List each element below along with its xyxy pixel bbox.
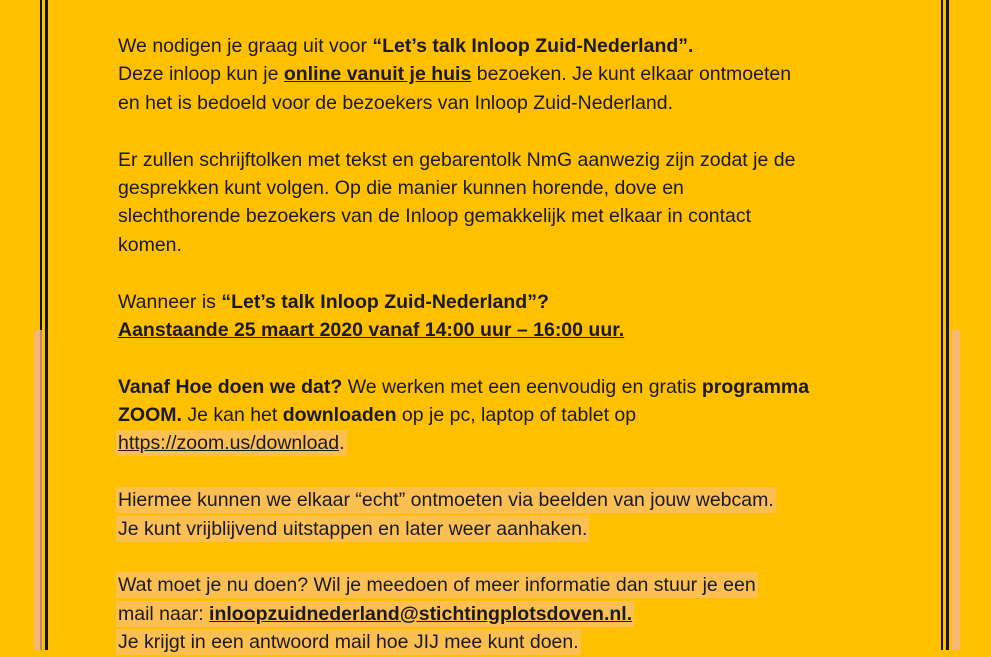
contact-line-2: mail naar: inloopzuidnederland@stichtingplotsdoven.nl. xyxy=(118,602,633,625)
document-body xyxy=(118,32,918,657)
event-title: “Let’s talk Inloop Zuid-Nederland”. xyxy=(372,35,694,57)
online-emphasis: online vanuit je huis xyxy=(283,63,472,86)
how-line-1: Vanaf Hoe doen we dat? We werken met een eenvoudig en gratis programma xyxy=(118,375,810,398)
contact-line-1: Wat moet je nu doen? Wil je meedoen of meer informatie dan stuur je een xyxy=(118,574,756,597)
highlight-band-left xyxy=(34,330,42,650)
interpreters-line-4: komen. xyxy=(118,233,182,256)
zoom-download-link[interactable]: https://zoom.us/download xyxy=(118,432,340,455)
event-title-question: “Let’s talk Inloop Zuid-Nederland”? xyxy=(221,290,549,313)
invite-line-1: We nodigen je graag uit voor “Let’s talk Inloop Zuid-Nederland”. xyxy=(118,35,694,57)
interpreters-line-2: gesprekken kunt volgen. Op die manier kunnen horende, dove en xyxy=(118,176,684,199)
invite-line-3: en het is bedoeld voor de bezoekers van Inloop Zuid-Nederland. xyxy=(118,91,674,114)
webcam-line-2: Je kunt vrijblijvend uitstappen en later weer aanhaken. xyxy=(118,517,588,540)
how-line-3: https://zoom.us/download. xyxy=(118,432,345,455)
page-border-right xyxy=(941,0,949,650)
highlight-band-right xyxy=(952,330,960,650)
when-question: Wanneer is “Let’s talk Inloop Zuid-Nederland”? xyxy=(118,290,549,313)
how-line-2: ZOOM. Je kan het downloaden op je pc, laptop of tablet op xyxy=(118,404,637,427)
webcam-line-1: Hiermee kunnen we elkaar “echt” ontmoeten via beelden van jouw webcam. xyxy=(118,489,774,512)
event-date: Aanstaande 25 maart 2020 vanaf 14:00 uur – 16:00 uur. xyxy=(118,318,625,341)
interpreters-line-3: slechthorende bezoekers van de Inloop gemakkelijk met elkaar in contact xyxy=(118,205,752,228)
invite-line-2: Deze inloop kun je online vanuit je huis bezoeken. Je kunt elkaar ontmoeten xyxy=(118,63,792,86)
contact-email-link[interactable]: inloopzuidnederland@stichtingplotsdoven.nl. xyxy=(209,602,633,625)
contact-line-3: Je krijgt in een antwoord mail hoe JIJ mee kunt doen. xyxy=(118,631,579,654)
interpreters-line-1: Er zullen schrijftolken met tekst en gebarentolk NmG aanwezig zijn zodat je de xyxy=(118,148,796,171)
